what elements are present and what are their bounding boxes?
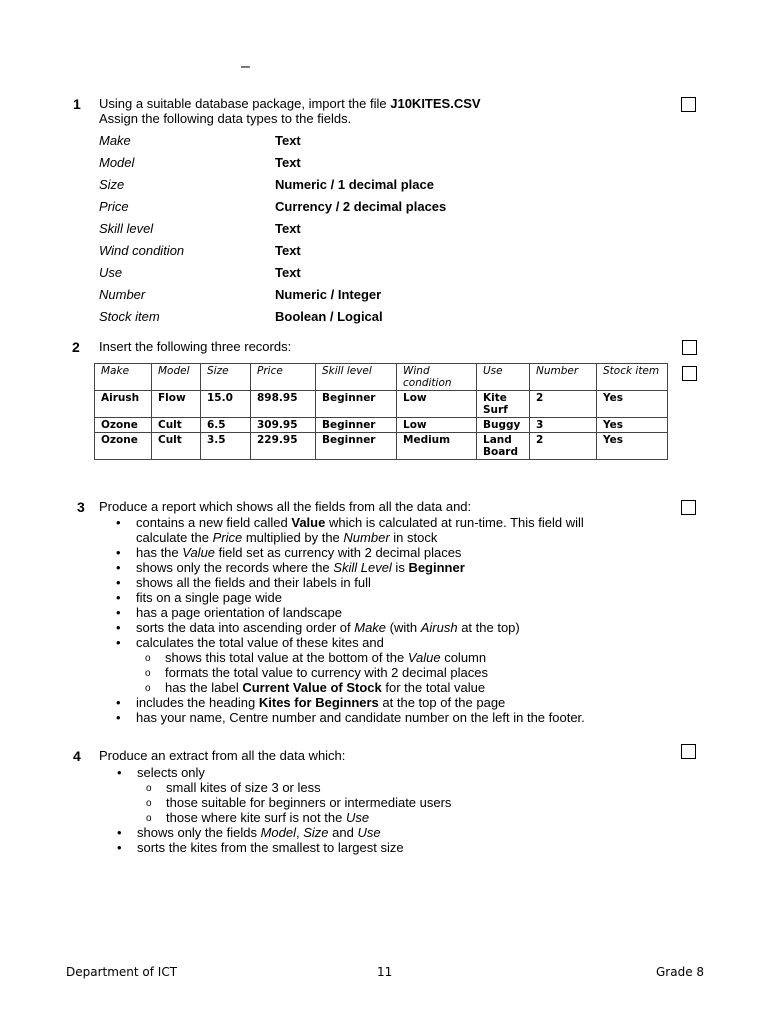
text: at the top) bbox=[457, 620, 520, 635]
column-header: Skill level bbox=[316, 364, 397, 391]
field-name: Wind condition bbox=[99, 243, 185, 258]
question-3-number: 3 bbox=[77, 499, 85, 515]
field-type: Numeric / 1 decimal place bbox=[275, 177, 434, 192]
table-cell: 6.5 bbox=[201, 418, 251, 433]
table-cell: 2 bbox=[530, 391, 597, 418]
sub-list-item bbox=[136, 650, 585, 665]
table-cell: 2 bbox=[530, 433, 597, 460]
text: Value bbox=[291, 515, 326, 530]
header-dash: – bbox=[241, 58, 250, 75]
text: and bbox=[328, 825, 358, 840]
question-2-checkbox[interactable] bbox=[682, 340, 697, 355]
table-cell: Yes bbox=[597, 433, 668, 460]
field-name: Use bbox=[99, 265, 123, 280]
column-header: Make bbox=[95, 364, 152, 391]
text: shows this total value at the bottom of the bbox=[165, 650, 408, 665]
text: Current Value of Stock bbox=[242, 680, 382, 695]
table-cell: 15.0 bbox=[201, 391, 251, 418]
table-cell: Beginner bbox=[316, 433, 397, 460]
text: , bbox=[296, 825, 304, 840]
column-header: Stock item bbox=[597, 364, 668, 391]
list-item: • fits on a single page wide bbox=[115, 590, 585, 605]
text: those where kite surf is not the bbox=[166, 810, 346, 825]
list-item: • has a page orientation of landscape bbox=[115, 605, 585, 620]
q1-filename: J10KITES.CSV bbox=[390, 96, 481, 111]
field-name: Make bbox=[99, 133, 131, 148]
field-name: Price bbox=[99, 199, 129, 214]
text: Number bbox=[343, 530, 390, 545]
table-cell: Buggy bbox=[477, 418, 530, 433]
sub-list-item bbox=[136, 680, 585, 695]
text: Model bbox=[260, 825, 296, 840]
column-header: Price bbox=[251, 364, 316, 391]
field-type: Numeric / Integer bbox=[275, 287, 382, 302]
table-cell: Yes bbox=[597, 418, 668, 433]
list-item bbox=[115, 620, 585, 635]
question-1-checkbox[interactable] bbox=[681, 97, 696, 112]
text: includes the heading bbox=[136, 695, 259, 710]
table-header-row bbox=[95, 364, 668, 391]
field-name: Number bbox=[99, 287, 146, 302]
text: Value bbox=[182, 545, 216, 560]
field-name: Model bbox=[99, 155, 135, 170]
table-row bbox=[95, 418, 668, 433]
text: shows only the records where the bbox=[136, 560, 334, 575]
table-cell: Cult bbox=[152, 418, 201, 433]
table-cell: Low bbox=[397, 391, 477, 418]
question-3-intro: Produce a report which shows all the fields from all the data and: bbox=[99, 499, 472, 514]
text: Use bbox=[345, 810, 370, 825]
field-type: Text bbox=[275, 133, 301, 148]
sub-list-item: o small kites of size 3 or less bbox=[137, 780, 451, 795]
field-name: Skill level bbox=[99, 221, 154, 236]
table-cell: Ozone bbox=[95, 433, 152, 460]
text: calculates the total value of these kites and bbox=[136, 635, 384, 650]
question-3-checkbox[interactable] bbox=[681, 500, 696, 515]
footer-page-number: 11 bbox=[377, 965, 393, 979]
field-type: Text bbox=[275, 265, 301, 280]
question-1-line2: Assign the following data types to the fields. bbox=[99, 111, 352, 126]
text: selects only bbox=[137, 765, 205, 780]
text: at the top of the page bbox=[378, 695, 506, 710]
footer-right: Grade 8 bbox=[656, 965, 705, 979]
field-type: Text bbox=[275, 221, 301, 236]
list-item: • shows all the fields and their labels in full bbox=[115, 575, 585, 590]
table-cell: Ozone bbox=[95, 418, 152, 433]
field-type: Text bbox=[275, 243, 301, 258]
text: calculate the bbox=[136, 530, 213, 545]
question-2-text: Insert the following three records: bbox=[99, 339, 292, 354]
sub-list bbox=[136, 650, 585, 695]
table-cell: Beginner bbox=[316, 418, 397, 433]
field-name: Stock item bbox=[99, 309, 160, 324]
table-cell: 229.95 bbox=[251, 433, 316, 460]
list-item bbox=[115, 635, 585, 695]
column-header: Size bbox=[201, 364, 251, 391]
text: has the bbox=[136, 545, 183, 560]
text: contains a new field called bbox=[136, 515, 292, 530]
q1-line1-text: Using a suitable database package, import the file bbox=[99, 96, 391, 111]
list-item bbox=[115, 695, 585, 710]
list-item: • has your name, Centre number and candidate number on the left in the footer. bbox=[115, 710, 585, 725]
question-1-number: 1 bbox=[73, 96, 81, 112]
question-3-list bbox=[115, 515, 585, 725]
table-cell: 309.95 bbox=[251, 418, 316, 433]
table-cell: Kite Surf bbox=[477, 391, 530, 418]
table-cell: Land Board bbox=[477, 433, 530, 460]
table-cell: Cult bbox=[152, 433, 201, 460]
list-item bbox=[115, 545, 585, 560]
column-header: Use bbox=[477, 364, 530, 391]
list-item bbox=[116, 825, 451, 840]
text: Size bbox=[303, 825, 329, 840]
text: for the total value bbox=[381, 680, 486, 695]
table-row bbox=[95, 433, 668, 460]
column-header: Wind condition bbox=[397, 364, 477, 391]
text: Airush bbox=[420, 620, 458, 635]
field-name: Size bbox=[99, 177, 125, 192]
question-4-checkbox[interactable] bbox=[681, 744, 696, 759]
table-cell: Beginner bbox=[316, 391, 397, 418]
table-cell: Flow bbox=[152, 391, 201, 418]
table-cell: 3 bbox=[530, 418, 597, 433]
table-row bbox=[95, 391, 668, 418]
table-cell: Medium bbox=[397, 433, 477, 460]
text: is bbox=[391, 560, 409, 575]
text: has the label bbox=[165, 680, 243, 695]
text: (with bbox=[386, 620, 421, 635]
text: Price bbox=[212, 530, 243, 545]
text: Kites for Beginners bbox=[258, 695, 379, 710]
list-item bbox=[115, 515, 585, 545]
question-2-number: 2 bbox=[72, 339, 80, 355]
text: sorts the data into ascending order of bbox=[136, 620, 355, 635]
question-4-number: 4 bbox=[73, 748, 81, 764]
text: Value bbox=[407, 650, 441, 665]
sub-list-item: o formats the total value to currency with 2 decimal places bbox=[136, 665, 585, 680]
list-item bbox=[116, 765, 451, 825]
text: shows only the fields bbox=[137, 825, 261, 840]
text: Beginner bbox=[408, 560, 465, 575]
text: Make bbox=[354, 620, 387, 635]
table-cell: 3.5 bbox=[201, 433, 251, 460]
table-cell: 898.95 bbox=[251, 391, 316, 418]
field-type: Currency / 2 decimal places bbox=[275, 199, 447, 214]
text: Use bbox=[357, 825, 381, 840]
text: which is calculated at run-time. This field will bbox=[325, 515, 584, 530]
list-item: • sorts the kites from the smallest to largest size bbox=[116, 840, 451, 855]
list-item bbox=[115, 560, 585, 575]
table-cell: Low bbox=[397, 418, 477, 433]
question-4-intro: Produce an extract from all the data which: bbox=[99, 748, 346, 763]
column-header: Model bbox=[152, 364, 201, 391]
text: in stock bbox=[389, 530, 438, 545]
sub-list-item: o those suitable for beginners or intermediate users bbox=[137, 795, 451, 810]
column-header: Number bbox=[530, 364, 597, 391]
text: column bbox=[440, 650, 487, 665]
question-1-line1 bbox=[99, 96, 481, 111]
text: field set as currency with 2 decimal places bbox=[215, 545, 462, 560]
records-table bbox=[94, 363, 668, 460]
sub-list bbox=[137, 780, 451, 825]
table-cell: Yes bbox=[597, 391, 668, 418]
field-type: Text bbox=[275, 155, 301, 170]
footer-left: Department of ICT bbox=[66, 965, 178, 979]
field-type: Boolean / Logical bbox=[275, 309, 383, 324]
sub-list-item bbox=[137, 810, 451, 825]
question-2-checkbox-2[interactable] bbox=[682, 366, 697, 381]
text: multiplied by the bbox=[242, 530, 344, 545]
question-4-list bbox=[116, 765, 451, 855]
table-cell: Airush bbox=[95, 391, 152, 418]
text: Skill Level bbox=[333, 560, 392, 575]
